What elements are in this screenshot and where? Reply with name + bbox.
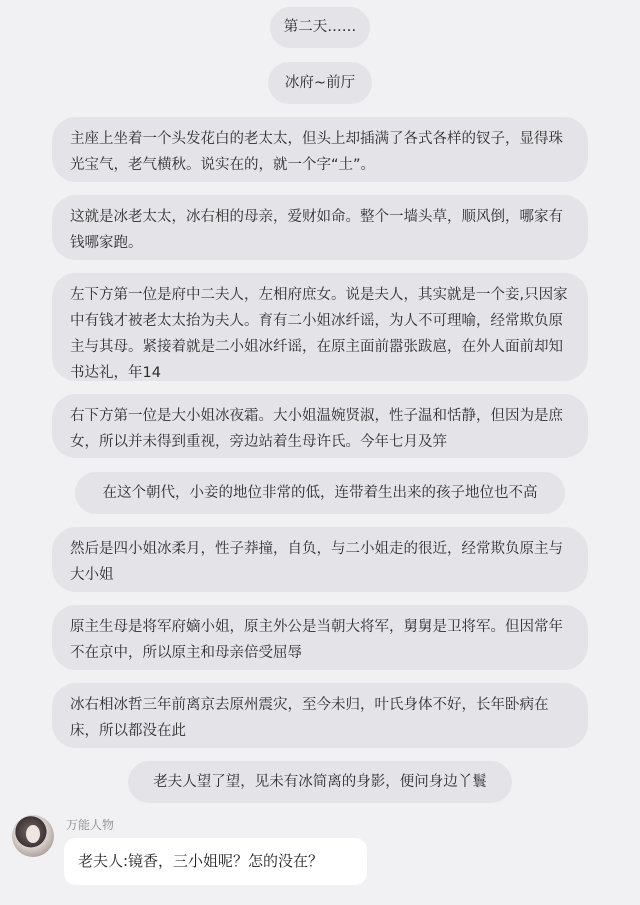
avatar[interactable]: [12, 815, 54, 857]
narration-bubble: 然后是四小姐冰柔月，性子莽撞，自负，与二小姐走的很近，经常欺负原主与大小姐: [52, 527, 588, 592]
narration-bubble: 右下方第一位是大小姐冰夜霜。大小姐温婉贤淑，性子温和恬静，但因为是庶女，所以并未得到重视，旁边站着生母许氏。今年七月及笄: [52, 394, 588, 458]
avatar-face: [26, 825, 40, 843]
narration-bubble: 冰府~前厅: [268, 62, 372, 104]
narration-bubble: 原主生母是将军府嫡小姐，原主外公是当朝大将军，舅舅是卫将军。但因常年不在京中，所以原主和母亲倍受屈辱: [52, 605, 588, 670]
sender-name: 万能人物: [66, 818, 115, 832]
narration-bubble: 左下方第一位是府中二夫人，左相府庶女。说是夫人，其实就是一个妾,只因家中有钱才被老太太抬为夫人。育有二小姐冰纤谣，为人不可理喻，经常欺负原主与其母。紧接着就是二小姐冰纤谣，在原主面前嚣张跋扈，在外人面前却知书达礼，年14: [52, 273, 588, 381]
narration-bubble: 第二天……: [270, 7, 370, 48]
narration-bubble: 主座上坐着一个头发花白的老太太，但头上却插满了各式各样的钗子，显得珠光宝气，老气横秋。说实在的，就一个字“土”。: [52, 117, 588, 182]
narration-bubble: 在这个朝代，小妾的地位非常的低，连带着生出来的孩子地位也不高: [75, 472, 565, 514]
chat-message-bubble[interactable]: 老夫人:镜香，三小姐呢？怎的没在？: [64, 838, 367, 885]
narration-bubble: 老夫人望了望，见未有冰简离的身影，便问身边丫鬟: [128, 761, 512, 803]
narration-bubble: 冰右相冰哲三年前离京去原州震灾，至今未归，叶氏身体不好，长年卧病在床，所以都没在此: [52, 683, 588, 748]
narration-bubble: 这就是冰老太太，冰右相的母亲，爱财如命。整个一墙头草，顺风倒，哪家有钱哪家跑。: [52, 195, 588, 260]
